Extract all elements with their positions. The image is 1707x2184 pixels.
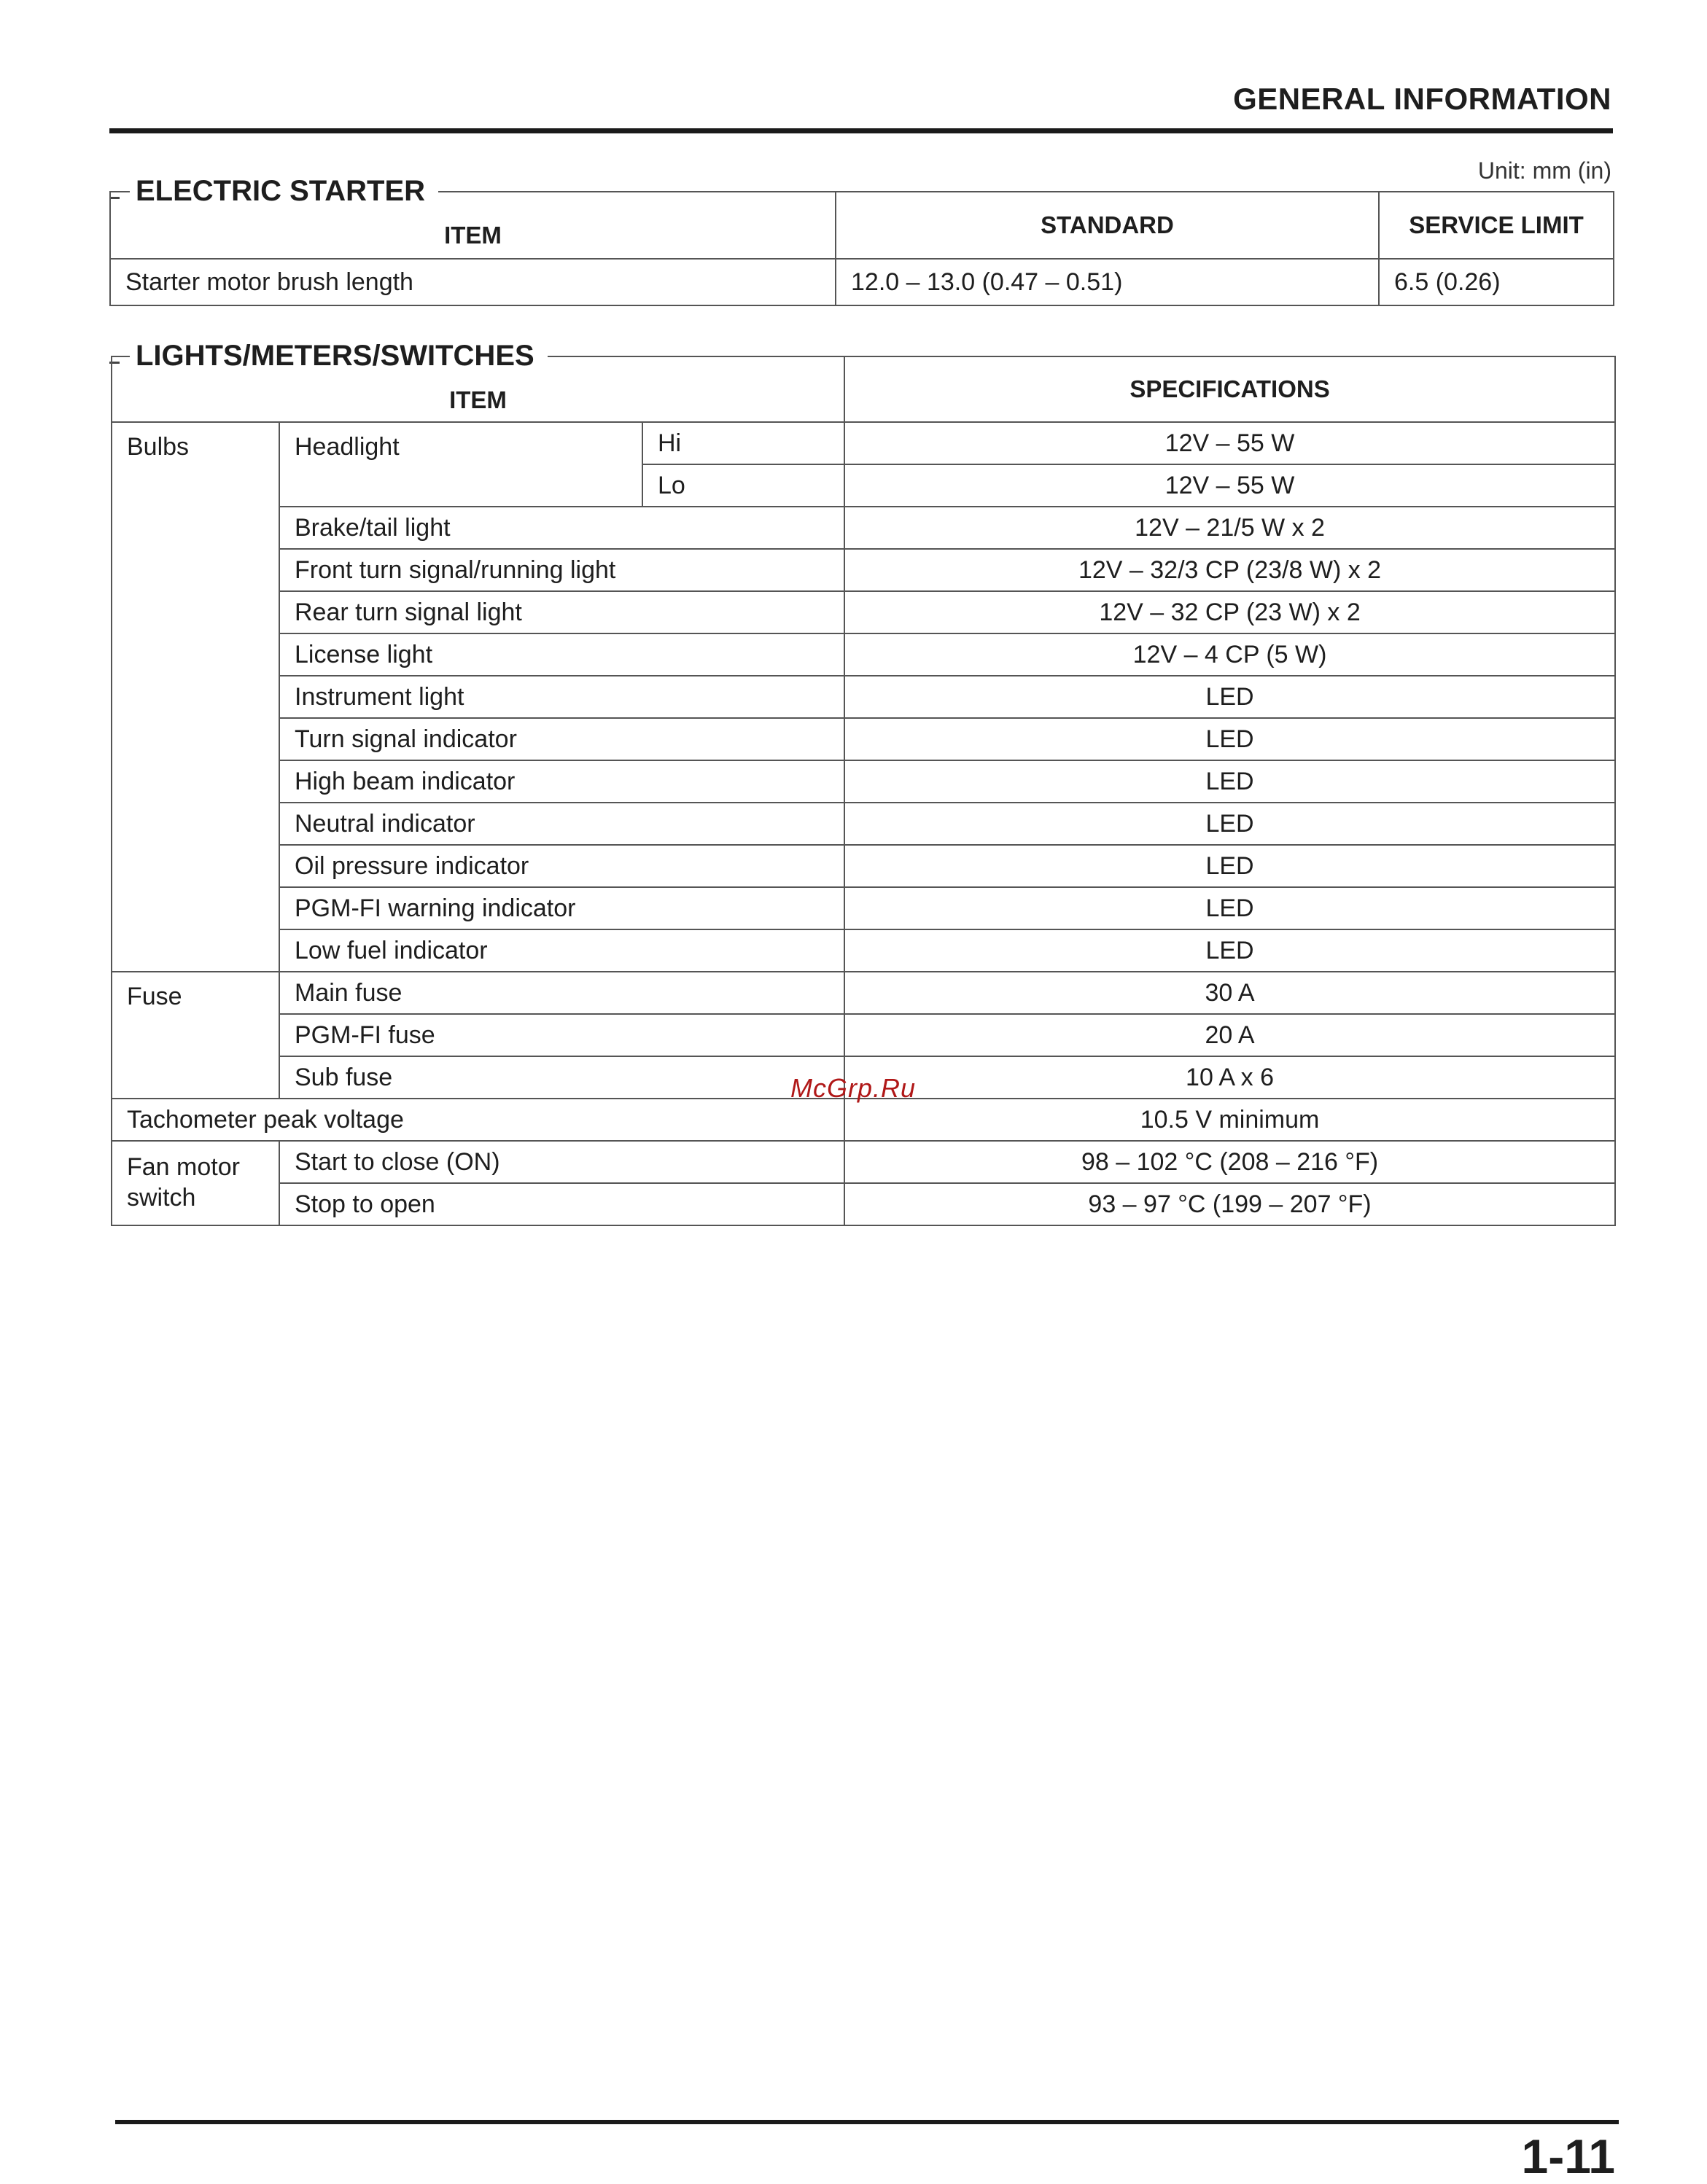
fan-spec: 98 – 102 °C (208 – 216 °F)	[844, 1141, 1615, 1183]
table-row	[110, 259, 1614, 305]
bulb-spec: LED	[844, 803, 1615, 845]
fuse-item: Sub fuse	[279, 1056, 844, 1099]
bulb-item: Neutral indicator	[279, 803, 844, 845]
fuse-item: PGM-FI fuse	[279, 1014, 844, 1056]
bulb-item: Front turn signal/running light	[279, 549, 844, 591]
table-row	[112, 718, 1615, 760]
unit-note: Unit: mm (in)	[1477, 157, 1611, 184]
column-header-item: ITEM	[112, 356, 844, 422]
fan-spec: 93 – 97 °C (199 – 207 °F)	[844, 1183, 1615, 1225]
headlight-label: Headlight	[279, 422, 642, 507]
table-row	[112, 633, 1615, 676]
headlight-lo-spec: 12V – 55 W	[844, 464, 1615, 507]
table-row	[112, 1183, 1615, 1225]
bulb-item: Instrument light	[279, 676, 844, 718]
footer-rule	[115, 2120, 1619, 2124]
fuse-spec: 20 A	[844, 1014, 1615, 1056]
table-row	[112, 676, 1615, 718]
bulb-item: Low fuel indicator	[279, 929, 844, 972]
bulb-spec: LED	[844, 676, 1615, 718]
table-row	[112, 1014, 1615, 1056]
bulb-item: PGM-FI warning indicator	[279, 887, 844, 929]
table-row	[112, 887, 1615, 929]
headlight-lo: Lo	[642, 464, 844, 507]
table-row	[112, 422, 1615, 464]
fan-item: Stop to open	[279, 1183, 844, 1225]
table-row	[112, 507, 1615, 549]
tachometer-item: Tachometer peak voltage	[112, 1099, 844, 1141]
fuse-spec: 10 A x 6	[844, 1056, 1615, 1099]
page-header-title: GENERAL INFORMATION	[1233, 82, 1611, 116]
watermark: McGrp.Ru	[790, 1073, 917, 1103]
bulb-item: Brake/tail light	[279, 507, 844, 549]
item-cell: Starter motor brush length	[110, 259, 836, 305]
electric-starter-title: ELECTRIC STARTER	[130, 172, 438, 210]
headlight-hi-spec: 12V – 55 W	[844, 422, 1615, 464]
column-header-standard: STANDARD	[836, 192, 1379, 259]
table-row	[112, 591, 1615, 633]
table-row	[112, 760, 1615, 803]
limit-cell: 6.5 (0.26)	[1379, 259, 1614, 305]
fuse-label: Fuse	[112, 972, 279, 1099]
bulb-item: Rear turn signal light	[279, 591, 844, 633]
bulb-item: License light	[279, 633, 844, 676]
bulb-spec: LED	[844, 887, 1615, 929]
column-header-item: ITEM	[110, 192, 836, 259]
tachometer-spec: 10.5 V minimum	[844, 1099, 1615, 1141]
lights-meters-switches-title: LIGHTS/METERS/SWITCHES	[130, 337, 548, 375]
fuse-spec: 30 A	[844, 972, 1615, 1014]
bulb-spec: LED	[844, 760, 1615, 803]
table-row	[112, 1141, 1615, 1183]
bulb-spec: 12V – 32 CP (23 W) x 2	[844, 591, 1615, 633]
bulb-spec: LED	[844, 929, 1615, 972]
standard-cell: 12.0 – 13.0 (0.47 – 0.51)	[836, 259, 1379, 305]
bulbs-label: Bulbs	[112, 422, 279, 972]
table-row	[112, 972, 1615, 1014]
column-header-service-limit: SERVICE LIMIT	[1379, 192, 1614, 259]
bulb-spec: 12V – 32/3 CP (23/8 W) x 2	[844, 549, 1615, 591]
table-row	[112, 803, 1615, 845]
bulb-spec: LED	[844, 845, 1615, 887]
table-row	[112, 1099, 1615, 1141]
table-row	[112, 549, 1615, 591]
fuse-item: Main fuse	[279, 972, 844, 1014]
bulb-spec: LED	[844, 718, 1615, 760]
page-number: 1-11	[1521, 2129, 1615, 2183]
headlight-hi: Hi	[642, 422, 844, 464]
bulb-item: Oil pressure indicator	[279, 845, 844, 887]
fan-item: Start to close (ON)	[279, 1141, 844, 1183]
column-header-specifications: SPECIFICATIONS	[844, 356, 1615, 422]
bulb-item: High beam indicator	[279, 760, 844, 803]
bulb-spec: 12V – 4 CP (5 W)	[844, 633, 1615, 676]
table-row	[112, 845, 1615, 887]
table-row	[112, 929, 1615, 972]
fan-motor-switch-label: Fan motor switch	[112, 1141, 279, 1225]
bulb-spec: 12V – 21/5 W x 2	[844, 507, 1615, 549]
header-rule	[109, 128, 1613, 133]
bulb-item: Turn signal indicator	[279, 718, 844, 760]
